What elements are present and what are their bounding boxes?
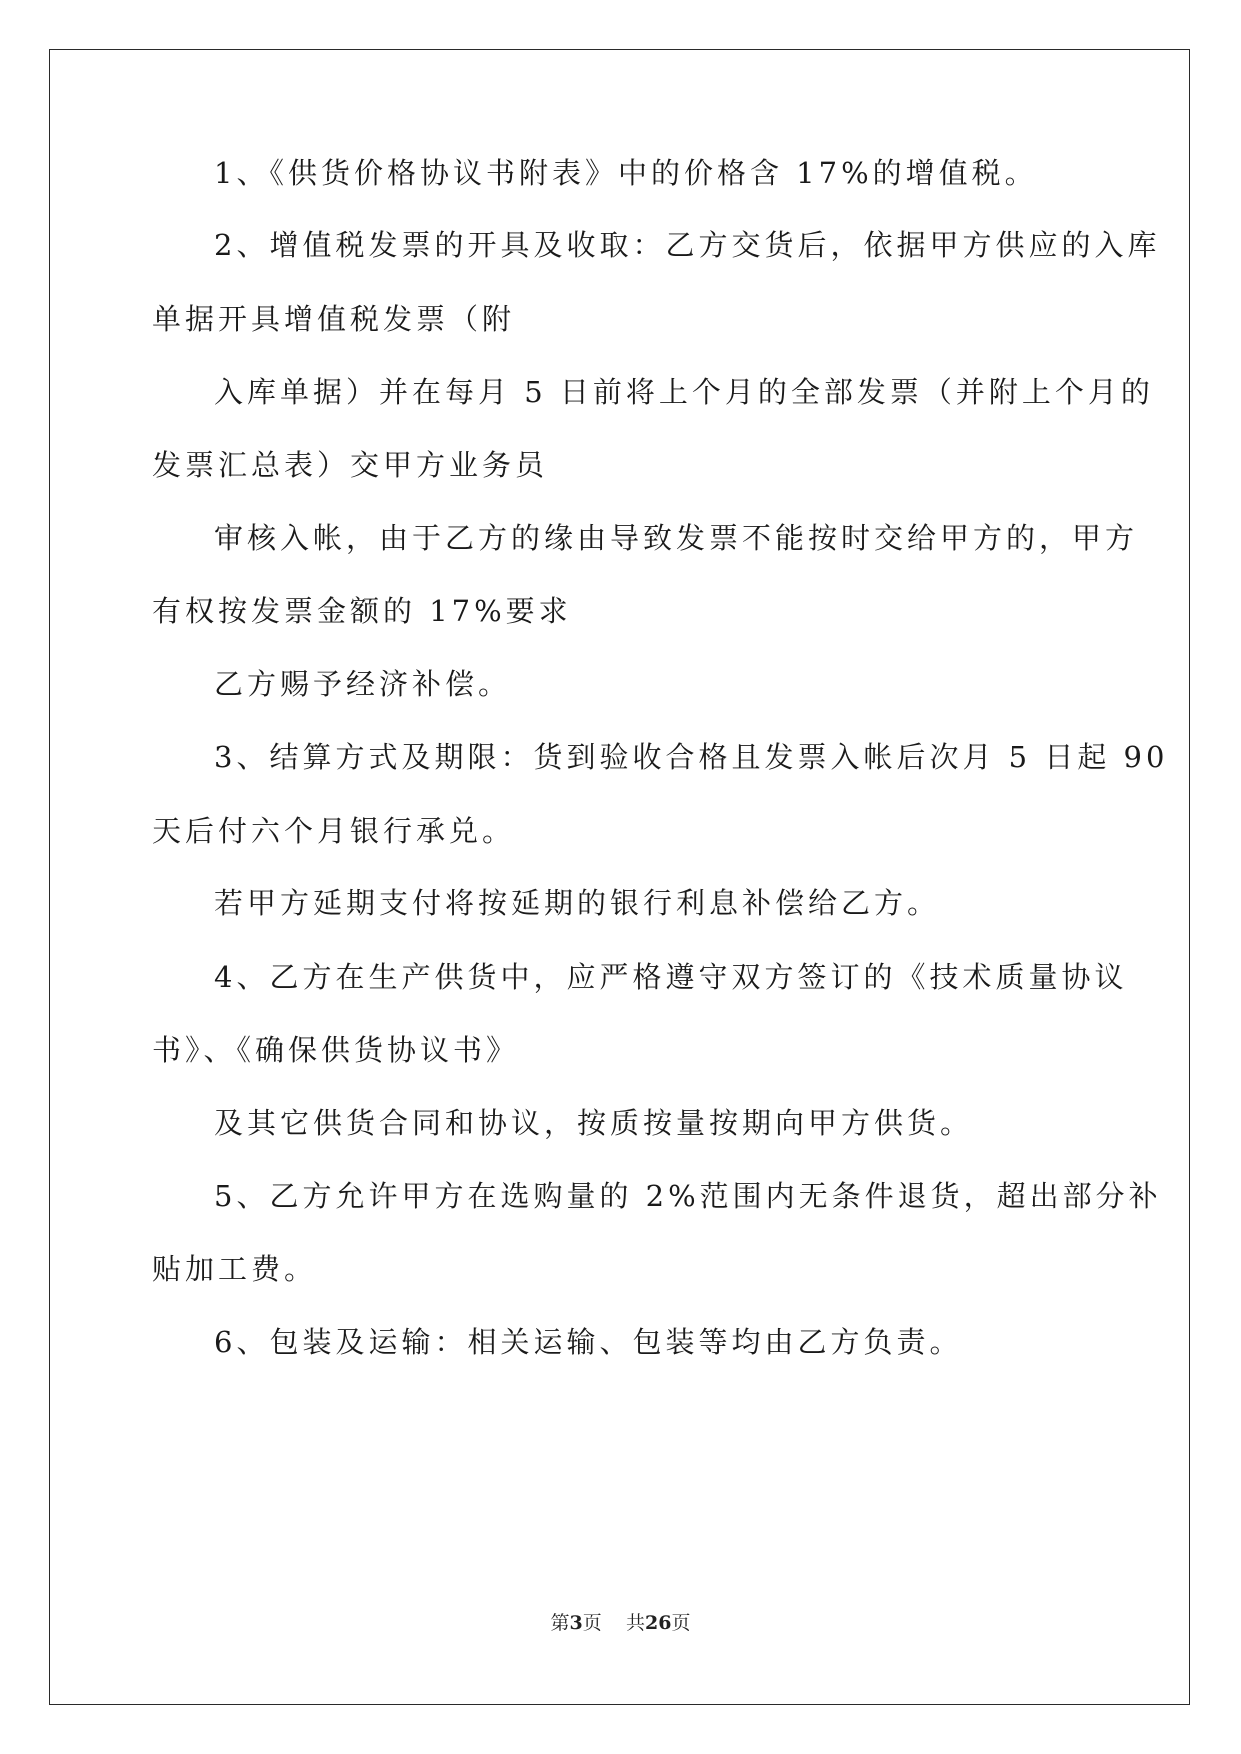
page-suffix: 页 bbox=[582, 1612, 602, 1634]
paragraph-line: 发票汇总表）交甲方业务员 bbox=[152, 448, 549, 482]
paragraph-line: 6、包装及运输：相关运输、包装等均由乙方负责。 bbox=[214, 1325, 963, 1359]
paragraph-line: 1、《供货价格协议书附表》中的价格含 17%的增值税。 bbox=[214, 156, 1038, 190]
total-suffix: 页 bbox=[671, 1612, 691, 1634]
paragraph-line: 2、增值税发票的开具及收取：乙方交货后，依据甲方供应的入库 bbox=[214, 228, 1161, 262]
paragraph-line: 有权按发票金额的 17%要求 bbox=[152, 594, 572, 628]
total-prefix: 共 bbox=[625, 1612, 645, 1634]
paragraph-line: 若甲方延期支付将按延期的银行利息补偿给乙方。 bbox=[214, 886, 941, 920]
paragraph-line: 书》、《确保供货协议书》 bbox=[152, 1033, 520, 1067]
paragraph-line: 5、乙方允许甲方在选购量的 2%范围内无条件退货，超出部分补 bbox=[214, 1179, 1162, 1213]
paragraph-line: 乙方赐予经济补偿。 bbox=[214, 667, 512, 701]
paragraph-line: 及其它供货合同和协议，按质按量按期向甲方供货。 bbox=[214, 1106, 974, 1140]
paragraph-line: 审核入帐，由于乙方的缘由导致发票不能按时交给甲方的，甲方 bbox=[214, 521, 1139, 555]
paragraph-line: 贴加工费。 bbox=[152, 1252, 318, 1286]
paragraph-line: 入库单据）并在每月 5 日前将上个月的全部发票（并附上个月的 bbox=[214, 375, 1154, 409]
page-footer bbox=[0, 1608, 1241, 1635]
total-page-number: 26 bbox=[644, 1612, 672, 1634]
page-prefix: 第 bbox=[550, 1612, 570, 1634]
page-border bbox=[49, 49, 1190, 1705]
paragraph-line: 天后付六个月银行承兑。 bbox=[152, 814, 516, 848]
paragraph-line: 4、乙方在生产供货中，应严格遵守双方签订的《技术质量协议 bbox=[214, 960, 1128, 994]
paragraph-line: 3、结算方式及期限：货到验收合格且发票入帐后次月 5 日起 90 bbox=[214, 740, 1169, 774]
paragraph-line: 单据开具增值税发票（附 bbox=[152, 302, 516, 336]
current-page-number: 3 bbox=[569, 1612, 583, 1634]
